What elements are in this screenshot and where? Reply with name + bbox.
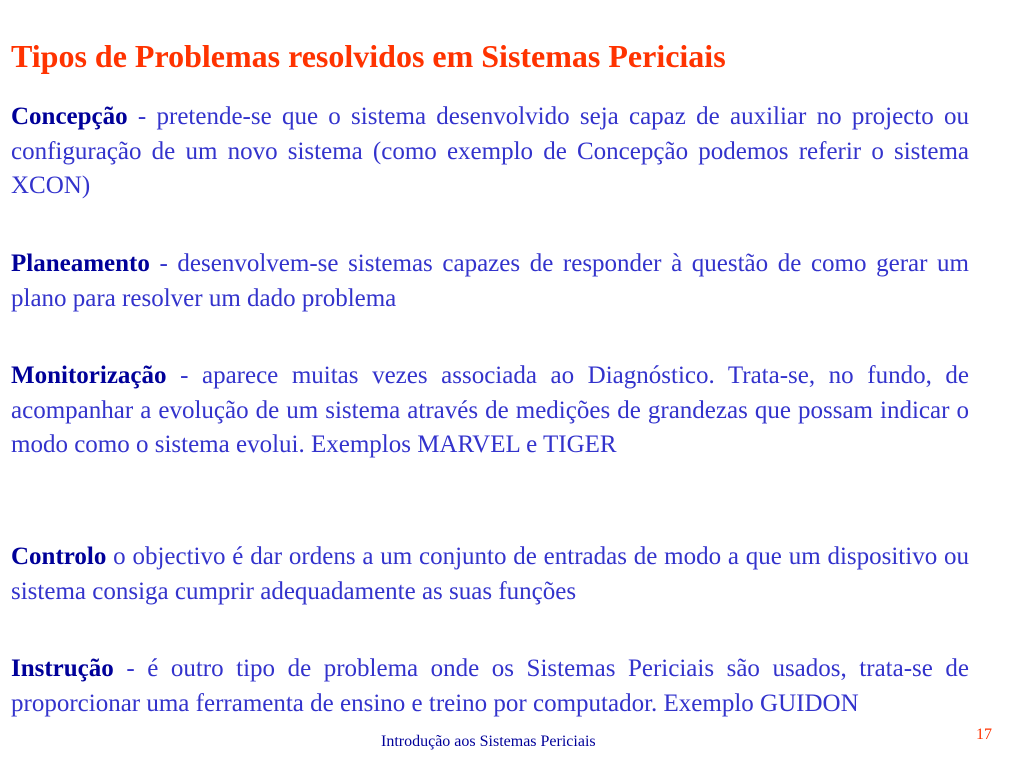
section-instrucao (11, 652, 969, 721)
section-term: Concepção (11, 103, 128, 130)
section-term: Controlo (11, 543, 107, 570)
section-text: - aparece muitas vezes associada ao Diagnóstico. Trata-se, no fundo, de acompanhar a evolução de um sistema através de medições de grandezas que possam indicar o modo como o sistema evolui. Exemplos MARVEL e TIGER (11, 362, 969, 458)
section-text: o objectivo é dar ordens a um conjunto de entradas de modo a que um dispositivo ou sistema consiga cumprir adequadamente as suas funções (11, 543, 969, 605)
section-planeamento (11, 247, 969, 316)
section-term: Instrução (11, 655, 114, 682)
section-concepcao (11, 100, 969, 204)
section-text: - é outro tipo de problema onde os Sistemas Periciais são usados, trata-se de proporcionar uma ferramenta de ensino e treino por computador. Exemplo GUIDON (11, 655, 969, 717)
section-controlo (11, 540, 969, 609)
section-text: - pretende-se que o sistema desenvolvido seja capaz de auxiliar no projecto ou configuração de um novo sistema (como exemplo de Concepção podemos referir o sistema XCON) (11, 103, 969, 199)
section-text: - desenvolvem-se sistemas capazes de responder à questão de como gerar um plano para resolver um dado problema (11, 250, 969, 312)
section-monitorizacao (11, 359, 969, 463)
page-number: 17 (976, 726, 992, 743)
section-term: Monitorização (11, 362, 167, 389)
section-term: Planeamento (11, 250, 150, 277)
slide-footer: Introdução aos Sistemas Periciais (381, 733, 596, 750)
slide-title: Tipos de Problemas resolvidos em Sistemas Periciais (11, 38, 726, 74)
